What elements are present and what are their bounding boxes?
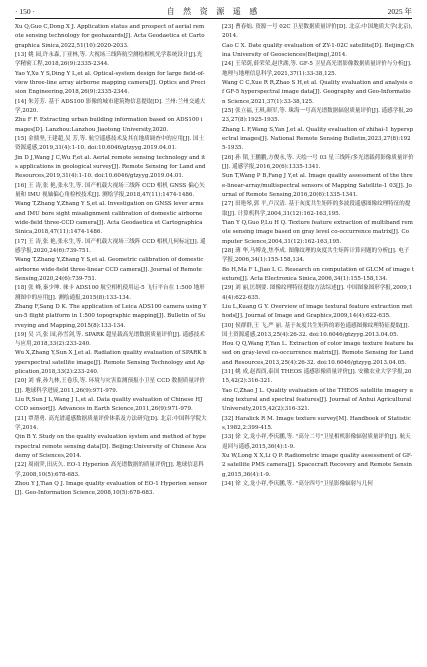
reference-entry: [14] 朱芳芳. 基于 ADS100 影像的城市建筑物信息提取[D]. 兰州:兰州交通大学,2020. [15,98,206,114]
reference-entry: Zhang L F,Wang S,Yan J,et al. Quality evaluation of zhihai-1 hyperspectral images[J]. National Remote Sensing Bulletin,2023,27(8):1925-1935. [222,126,413,152]
reference-entry: Zhu F F. Extracting urban building information based on ADS100 images[D]. Lanzhou:Lanzhou Jiaotong University,2020. [15,117,203,133]
reference-entry: Liu L,Kuang G Y. Overview of image textural feature extraction methods[J]. Journal of Image and Graphics,2009,14(4):622-635. [222,303,413,320]
reference-entry: [25] 张立福,王琪,颜军,等. 珠海一号高光谱数据辐射质量评价[J]. 遥感学报,2023,27(8):1925-1935. [222,107,413,124]
header-rule [15,18,412,19]
reference-entry: Zhang F,Sang D K. The application of Leica ADS100 camera using Yun-5 flight platform in 1:500 topographic mapping[J]. Bulletin of Surveying and Mapping,2015(8):133-134. [15,303,207,329]
reference-entry: Jin D J,Wang J C,Wu F,et al. Aerial remote sensing technology and its applications in geological survey[J]. Remote Sensing for Land and Resources,2019,31(4):1-10. doi:10.6046/gtzyyg.2019.04.01. [15,154,208,180]
reference-entry: [18] 张 峰,秦少坤. 徕卡 ADS100 航空相机使用运-5 飞行平台在 1:500 地形测图中的应用[J]. 测绘通报,2015(8):133-134. [15,285,205,301]
reference-entry: [17] 王 涛,张 艳,张永生,等. 国产机载大视场三线阵 CCD 相机几何标定[J]. 遥感学报,2020,24(6):739-751. [15,238,206,254]
reference-entry: Zhou Y J,Tian Q J. Image quality evaluation of EO-1 Hyperion sensor[J]. Geo-Information Science,2008,10(5):678-683. [15,481,208,497]
reference-entry: [29] 刘 丽,匡纲要. 图像纹理特征提取方法综述[J]. 中国图象图形学报,2009,14(4):622-635. [222,285,413,301]
reference-entry: [26] 孙 韬,王鹏鹏,方俊永,等. 天绘一号 03 星三线阵/多光谱载荷影像质量评价[J]. 遥感学报,2016,20(6):1335-1341. [222,154,414,170]
reference-entry: [32] Haralick R M. Image texture survey[M]. Handbook of Statistics,1982,2:399-415. [222,415,411,432]
reference-entry: [33] 徐 文,龙小祥,李庆鹏,等. "高分二号"卫星相机影像辐射质量评价[J]. 航天返回与遥感,2015,36(4):1-9. [222,434,411,450]
reference-entry: [31] 姚 成,赵酉酉,泰国 THEOS 遥感影像质量评价[J]. 安徽农业大学学报,2015,42(2):316-321. [222,369,412,385]
reference-entry: [23] 曹春灿. 资源一号 02C 卫星数据质量评价[D]. 北京:中国地质大学(北京),2014. [222,24,413,40]
reference-entry: Wang C C,Xue R R,Zhao S H,et al. Quality evaluation and analysis of GF-5 hyperspectral image data[J]. Geography and Geo-Information Science,2021,37(1):33-38,125. [222,79,413,105]
reference-entry: Tian Y Q,Guo P,Lu H Q. Texture feature extraction of multiband remote sensing image based on gray level co-occurrence matrix[J]. Computer Science,2004,31(12):162-163,195. [222,219,413,245]
reference-entry: [13] 姚 园,许永森,丁亚林,等. 大视场三线阵航空测绘相机光学系统设计[J].光学精密工程,2018,26(9):2335-2344. [15,51,203,68]
reference-entry: Sun T,Wang P B,Fang J Y,et al. Image quality assessment of the three-linear-array/multispectral sensors of Mapping Satellite-1 03[J]. Journal of Remote Sensing,2016,20(6):1335-1341. [222,173,413,198]
reference-entry: Liu R,Sun J L,Wang J L,et al. Data quality evaluation of Chinese HJ CCD sensor[J]. Advances in Earth Science,2011,26(9):971-979. [15,397,205,413]
reference-entry: [34] 徐 文,龙小祥,李庆鹏,等. "高分四号"卫星影像辐射与几何 [222,481,373,488]
reference-column-right [222,23,414,489]
reference-entry: Qin B Y. Study on the quality evaluation system and method of hyperspectral remote sensing data[D]. Beijing:University of Chinese Academy of Sciences,2014. [15,434,207,460]
reference-entry: [21] 覃帮勇. 高光谱遥感数据质量评价体系及方法研究[D]. 北京:中国科学院大学,2014. [15,415,207,432]
reference-entry: Cao C X. Date quality evaluation of ZY-1-02C satellite[D]. Beijing:China University of Geosciences(Beijing),2014. [222,42,414,58]
reference-entry: [16] 王 涛,张 艳,张永生,等. 国产机载大视场三线阵 CCD 相机 GNSS 偏心矢量和 IMU 视轴偏心角检校技术[J]. 测绘学报,2018,47(11):1474-1486. [15,182,205,198]
reference-entry: [20] 刘 睿,孙九林,王卷乐,等. 环境与灾害监测预报小卫星 CCD 数据质量评价[J]. 地球科学进展,2011,26(9):971-979. [15,378,205,394]
page-header [15,4,412,18]
reference-entry: Yao C,Zhao J L. Quality evaluation of the THEOS satellite imagery using textural and spectral features[J]. Journal of Anhui Agricultural University,2015,42(2):316-321. [222,387,413,413]
page-number: · 150 · [15,6,35,16]
reference-entry: [30] 侯群群,王 飞,严 丽. 基于灰度共生矩阵的彩色遥感图像纹理特征提取[J]. 国土资源遥感,2013,25(4):26-32. doi:10.6046/gtzyyg.2013.04.05. [222,322,412,338]
reference-entry: Wang T,Zhang Y,Zhang Y S,et al. Geometric calibration of domestic airborne wide-field three-linear CCD camera[J]. Journal of Remote Sensing,2020,24(6):739-751. [15,257,206,282]
reference-entry: Xu W,Long X X,Li Q P. Radiometric image quality assessment of GF-2 satellite PMS camera[J]. Spacecraft Recovery and Remote Sensing,2015,36(4):1-9. [222,453,413,478]
reference-entry: Xu Q,Guo C,Dong X J. Application status and prospect of aerial remote sensing technology for geohazards[J]. Acta Geodaetica et Cartographica Sinica,2022,51(10):2020-2033. [15,24,205,49]
reference-entry: [27] 田艳琴,郭 平,卢汉清. 基于灰度共生矩阵的多波段遥感图像纹理特征的提取[J]. 计算机科学,2004,31(12):162-163,195. [222,201,411,217]
issue-year: 2025 年 [387,6,412,16]
reference-entry: [15] 金鼎坚,王建超,吴 芳,等. 航空遥感技术及其在地质调查中的应用[J]. 国土资源遥感,2019,31(4):1-10. doi:10.6046/gtzyyg.2019.04.01. [15,135,205,152]
reference-column-left [15,23,207,499]
reference-entry: [28] 薄 华,马缚龙,焦李成. 图像纹理的灰度共生矩阵计算问题的分析[J]. 电子学报,2006,34(1):155-158,134. [222,247,410,264]
reference-entry: Yao Y,Xu Y S,Ding Y L,et al. Optical-system design for large field-of-view three-line array airborne mapping camera[J]. Optics and Precision Engineering,2018,26(9):2335-2344. [15,70,206,96]
reference-entry: Wu X,Zhang Y,Sun X J,et al. Radiation quality evaluation of SPARK hyperspectral satellite image[J]. Remote Sensing Technology and Application,2018,33(2):233-240. [15,350,207,376]
reference-entry: [19] 吴 兴,张 园,孙雪剑,等. SPARK 超星载高光谱数据质量评价[J]. 遥感技术与应用,2018,33(2):233-240. [15,331,205,348]
reference-entry: Hou Q Q,Wang F,Yan L. Extraction of color image texture feature based on gray-level co-occurrence matrix[J]. Remote Sensing for Land and Resources,2013,25(4):26-32. doi:10.6046/gtzyyg.2013.04.05. [222,341,416,366]
reference-entry: Bo H,Ma F L,Jiao L C. Research on computation of GLCM of image texture[J]. Acta Electronica Sinica,2006,34(1):155-158,134. [222,266,415,282]
journal-title: 自 然 资 源 遥 感 [166,6,261,16]
reference-entry: Wang T,Zhang Y,Zhang Y S,et al. Investigation on GNSS lever arms and IMU bore sight misalignment calibration of domestic airborne wide-field three-CCD camera[J]. Acta Geodaetica et Cartographica Sinica,2018,47(11):1474-1486. [15,201,206,236]
reference-entry: [24] 王荣荫,薛荣荣,赵世湖,等. GF-5 卫星高光谱影像数据质量评价与分析[J]. 地理与地理信息科学,2021,37(1):33-38,125. [222,61,414,77]
reference-entry: [22] 周雨霁,田庆久. EO-1 Hyperion 高光谱数据的质量评价[J]. 地球信息科学,2008,10(5):678-683. [15,462,204,478]
